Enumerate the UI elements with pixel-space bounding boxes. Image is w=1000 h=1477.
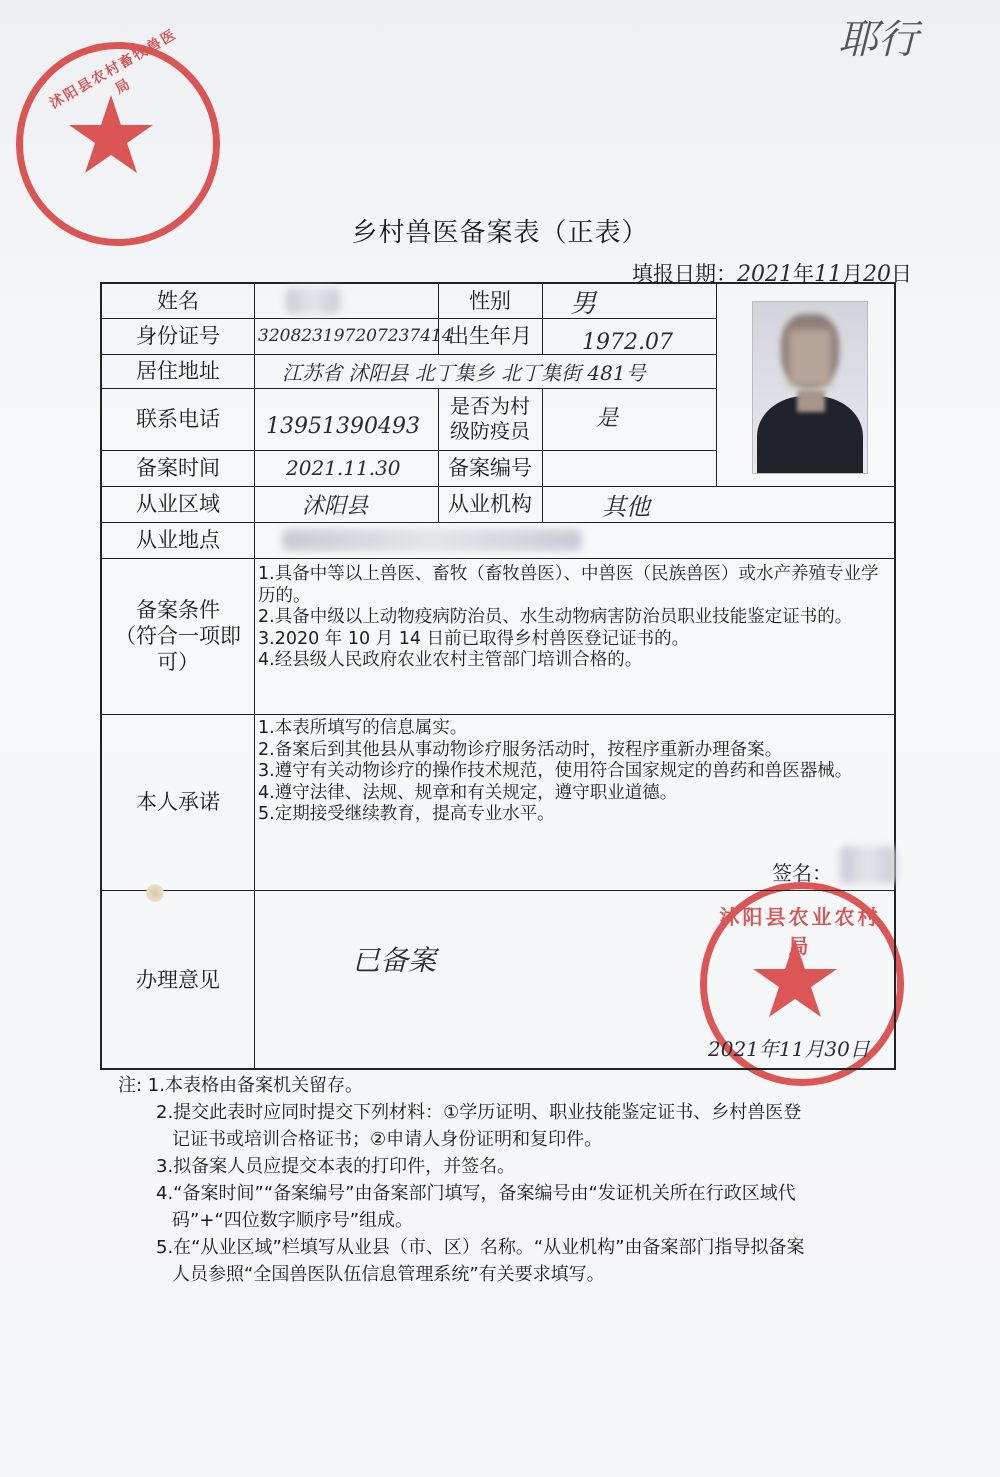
birth-label: 出生年月 (448, 323, 532, 348)
village-epidemic-label: 是否为村级防疫员 (450, 394, 530, 443)
promise-list (258, 718, 894, 826)
phone-value: 13951390493 (266, 413, 420, 439)
paper-fold-mark (146, 884, 164, 902)
fill-date-day: 20 (863, 262, 891, 287)
promise-item: 3.遵守有关动物诊疗的操作技术规范，使用符合国家规定的兽药和兽医器械。 (258, 761, 853, 781)
fill-date-label: 填报日期： (632, 262, 737, 286)
work-org-value: 其他 (602, 492, 650, 521)
promise-item: 1.本表所填写的信息属实。 (258, 718, 468, 738)
birth-value: 1972.07 (582, 329, 673, 355)
fill-date-year: 2021 (737, 262, 793, 287)
condition-item: 3.2020 年 10 月 14 日前已取得乡村兽医登记证书的。 (258, 628, 690, 649)
fill-date-month-unit: 月 (842, 262, 863, 286)
condition-item: 2.具备中级以上动物疫病防治员、水生动物病害防治员职业技能鉴定证书的。 (258, 607, 853, 627)
condition-list (258, 564, 894, 672)
seal-bottom-text: 沭阳县农业农村局 (719, 905, 881, 958)
fill-date-month: 11 (814, 262, 842, 287)
condition-label-line2: （符合一项即 (115, 623, 241, 648)
id-number-label: 身份证号 (136, 323, 220, 348)
work-area-label: 从业区域 (136, 491, 220, 516)
id-number-value: 320823197207237414 (258, 326, 453, 346)
note-line: 2.提交此表时应同时提交下列材料：①学历证明、职业技能鉴定证书、乡村兽医登 (156, 1102, 802, 1123)
seal-top-text: 沭阳县农村畜牧兽医局 (47, 26, 180, 113)
condition-label-line3: 可） (157, 650, 199, 675)
notes-section (118, 1072, 928, 1288)
promise-item: 2.备案后到其他县从事动物诊疗服务活动时，按程序重新办理备案。 (258, 739, 783, 760)
opinion-label: 办理意见 (136, 967, 220, 992)
village-epidemic-value: 是 (596, 405, 619, 431)
corner-handwritten-note: 耶行 (838, 17, 918, 63)
name-label: 姓名 (157, 288, 199, 313)
signature-label: 签名： (772, 860, 832, 885)
filing-time-label: 备案时间 (136, 455, 220, 480)
promise-item: 4.遵守法律、法规、规章和有关规定，遵守职业道德。 (258, 782, 678, 803)
address-label: 居住地址 (136, 358, 220, 383)
filing-time-value: 2021.11.30 (286, 456, 401, 480)
filing-number-label: 备案编号 (448, 455, 532, 480)
work-area-value: 沭阳县 (302, 493, 369, 519)
opinion-date: 2021年11月30日 (708, 1036, 870, 1061)
condition-item: 4.经县级人民政府农业农村主管部门培训合格的。 (258, 650, 643, 670)
address-value: 江苏省 沭阳县 北丁集乡 北丁集街 481号 (282, 360, 646, 385)
fill-date-year-unit: 年 (793, 262, 814, 286)
gender-value: 男 (570, 288, 597, 319)
condition-label (102, 558, 254, 714)
note-line: 记证书或培训合格证书；②申请人身份证明和复印件。 (172, 1129, 603, 1150)
note-line: 注: 1.本表格由备案机关留存。 (118, 1075, 363, 1096)
work-place-redacted (282, 529, 582, 551)
phone-label: 联系电话 (136, 406, 220, 431)
promise-label: 本人承诺 (136, 789, 220, 814)
promise-item: 5.定期接受继续教育，提高专业水平。 (258, 804, 555, 824)
note-line: 5.在“从业区域”栏填写从业县（市、区）名称。“从业机构”由备案部门指导拟备案 (156, 1237, 805, 1258)
note-line: 3.拟备案人员应提交本表的打印件，并签名。 (156, 1156, 516, 1177)
condition-label-line1: 备案条件 (136, 597, 220, 622)
work-org-label: 从业机构 (448, 491, 532, 516)
document-title: 乡村兽医备案表（正表） (351, 218, 649, 248)
fill-date-day-unit: 日 (891, 262, 912, 286)
applicant-photo (752, 301, 868, 474)
work-place-label: 从业地点 (136, 527, 220, 552)
note-line: 码”+“四位数字顺序号”组成。 (172, 1210, 414, 1231)
opinion-value: 已备案 (352, 944, 437, 977)
name-redacted (286, 288, 340, 314)
gender-label: 性别 (469, 288, 511, 313)
note-line: 4.“备案时间”“备案编号”由备案部门填写，备案编号由“发证机关所在行政区域代 (156, 1183, 796, 1204)
signature-redacted (840, 846, 896, 884)
note-line: 人员参照“全国兽医队伍信息管理系统”有关要求填写。 (172, 1264, 605, 1285)
condition-item: 1.具备中等以上兽医、畜牧（畜牧兽医）、中兽医（民族兽医）或水产养殖专业学历的。 (258, 564, 879, 606)
